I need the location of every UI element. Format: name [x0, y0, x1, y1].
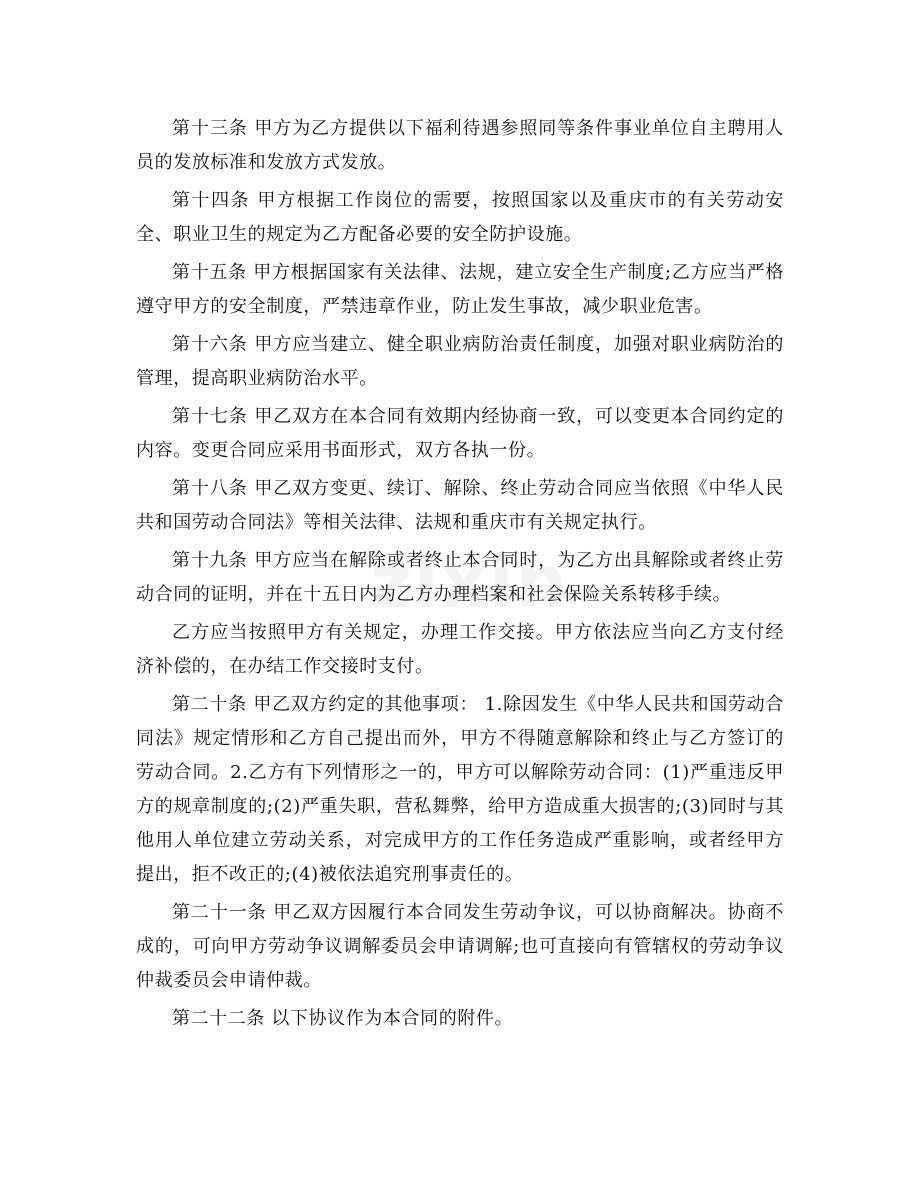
- article-16: 第十六条 甲方应当建立、健全职业病防治责任制度，加强对职业病防治的管理，提高职业病防治水平。: [136, 334, 784, 389]
- article-15: 第十五条 甲方根据国家有关法律、法规，建立安全生产制度;乙方应当严格遵守甲方的安全制度，严禁违章作业，防止发生事故，减少职业危害。: [136, 262, 784, 317]
- article-13: 第十三条 甲方为乙方提供以下福利待遇参照同等条件事业单位自主聘用人员的发放标准和发放方式发放。: [136, 118, 784, 173]
- article-20: 第二十条 甲乙双方约定的其他事项： 1.除因发生《中华人民共和国劳动合同法》规定情形和乙方自己提出而外，甲方不得随意解除和终止与乙方签订的劳动合同。2.乙方有下列情形之一的，甲方可以解除劳动合同：(1)严重违反甲方的规章制度的;(2)严重失职，营私舞弊，给甲方造成重大损害的;(3)同时与其他用人单位建立劳动关系，对完成甲方的工作任务造成严重影响，或者经甲方提出，拒不改正的;(4)被依法追究刑事责任的。: [136, 694, 784, 885]
- article-19: 第十九条 甲方应当在解除或者终止本合同时，为乙方出具解除或者终止劳动合同的证明，并在十五日内为乙方办理档案和社会保险关系转移手续。: [136, 550, 784, 605]
- article-14: 第十四条 甲方根据工作岗位的需要，按照国家以及重庆市的有关劳动安全、职业卫生的规定为乙方配备必要的安全防护设施。: [136, 190, 784, 245]
- article-18: 第十八条 甲乙双方变更、续订、解除、终止劳动合同应当依照《中华人民共和国劳动合同法》等相关法律、法规和重庆市有关规定执行。: [136, 478, 784, 533]
- article-19-handover: 乙方应当按照甲方有关规定，办理工作交接。甲方依法应当向乙方支付经济补偿的，在办结工作交接时支付。: [136, 622, 784, 677]
- article-17: 第十七条 甲乙双方在本合同有效期内经协商一致，可以变更本合同约定的内容。变更合同应采用书面形式，双方各执一份。: [136, 406, 784, 461]
- article-21: 第二十一条 甲乙双方因履行本合同发生劳动争议，可以协商解决。协商不成的，可向甲方劳动争议调解委员会申请调解;也可直接向有管辖权的劳动争议仲裁委员会申请仲裁。: [136, 902, 784, 991]
- article-22: 第二十二条 以下协议作为本合同的附件。: [172, 1008, 514, 1029]
- document-body: [136, 112, 784, 1040]
